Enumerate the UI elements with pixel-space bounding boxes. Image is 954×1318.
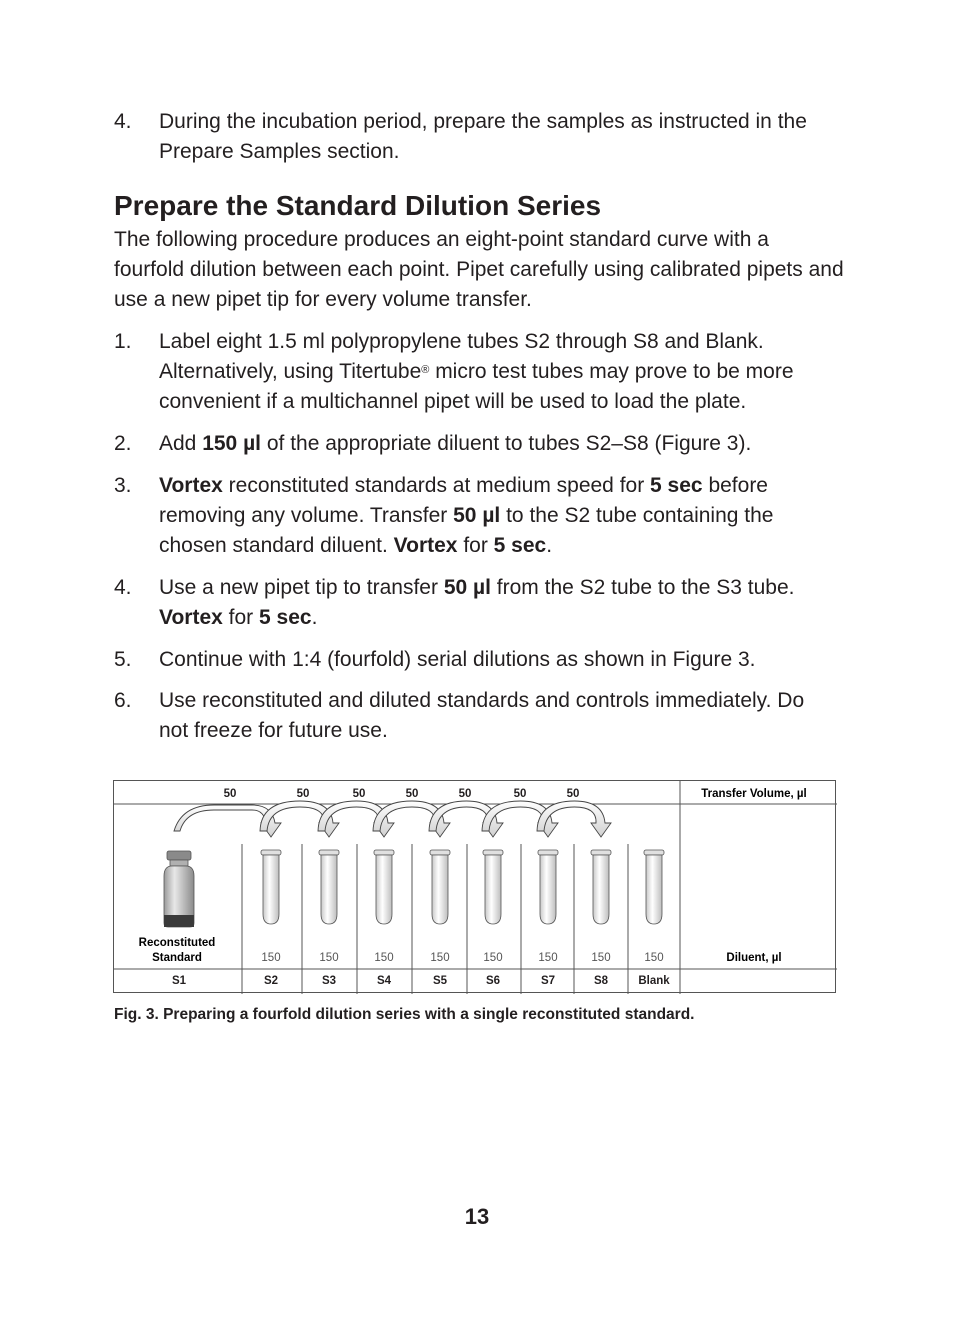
test-tube <box>644 850 664 924</box>
figure-caption: Fig. 3. Preparing a fourfold dilution series with a single reconstituted standard. <box>114 1006 695 1023</box>
step-number: 4. <box>114 110 132 133</box>
tube-name: S4 <box>376 975 392 987</box>
step-6 <box>114 686 839 746</box>
test-tube <box>430 850 450 924</box>
diluent-value: 150 <box>538 952 558 964</box>
step-number: 6. <box>114 689 132 712</box>
step-5 <box>114 645 839 675</box>
dilution-diagram <box>114 781 837 994</box>
step-number: 3. <box>114 474 132 497</box>
diluent-value: 150 <box>644 952 664 964</box>
transfer-volume-value: 50 <box>405 788 419 800</box>
step-number: 1. <box>114 330 132 353</box>
step-text: Continue with 1:4 (fourfold) serial dilutions as shown in Figure 3. <box>159 648 756 671</box>
test-tube <box>538 850 558 924</box>
vial-label-line2: Standard <box>152 952 202 964</box>
diluent-value: 150 <box>374 952 394 964</box>
diluent-value: 150 <box>319 952 339 964</box>
vial-label-line1: Reconstituted <box>138 937 216 949</box>
test-tube <box>591 850 611 924</box>
transfer-volume-value: 50 <box>296 788 310 800</box>
tube-name: S5 <box>432 975 448 987</box>
step-4 <box>114 573 839 633</box>
step-text: Label eight 1.5 ml polypropylene tubes S2 through S8 and Blank. Alternatively, using Titertube® micro test tubes may prove to be more convenient if a multichannel pipet will be used to load the plate. <box>159 330 794 413</box>
page-number: 13 <box>464 1204 490 1229</box>
registered-mark: ® <box>421 364 430 376</box>
transfer-volume-value: 50 <box>223 788 237 800</box>
step-2 <box>114 429 839 459</box>
step-text: Add 150 µl of the appropriate diluent to tubes S2–S8 (Figure 3). <box>159 432 752 455</box>
diluent-value: 150 <box>591 952 611 964</box>
tube-name: S2 <box>263 975 279 987</box>
test-tube <box>374 850 394 924</box>
transfer-volume-value: 50 <box>352 788 366 800</box>
tube-name: S1 <box>171 975 187 987</box>
dilution-figure <box>113 780 836 993</box>
diluent-label: Diluent, µl <box>726 952 782 964</box>
transfer-volume-value: 50 <box>458 788 472 800</box>
test-tube <box>319 850 339 924</box>
test-tube <box>483 850 503 924</box>
step-3 <box>114 471 839 561</box>
section-title: Prepare the Standard Dilution Series <box>114 190 602 221</box>
tube-name: S6 <box>485 975 501 987</box>
step-number: 2. <box>114 432 132 455</box>
transfer-volume-value: 50 <box>513 788 527 800</box>
step-text: Use a new pipet tip to transfer 50 µl from the S2 tube to the S3 tube. Vortex for 5 sec. <box>159 576 795 629</box>
reconstituted-standard-vial <box>164 851 194 927</box>
step-number: 5. <box>114 648 132 671</box>
diluent-value: 150 <box>483 952 503 964</box>
intro-paragraph: The following procedure produces an eight-point standard curve with a fourfold dilution between each point. Pipet carefully using calibrated pipets and use a new pipet tip for every volume transfer. <box>114 228 844 311</box>
step-text: Use reconstituted and diluted standards and controls immediately. Do not freeze for future use. <box>159 689 805 742</box>
incubation-step <box>114 107 839 167</box>
diluent-value: 150 <box>430 952 450 964</box>
step-text: During the incubation period, prepare the samples as instructed in the Prepare Samples section. <box>159 110 807 163</box>
step-number: 4. <box>114 576 132 599</box>
diluent-value: 150 <box>261 952 281 964</box>
step-1 <box>114 327 839 417</box>
tube-name: S7 <box>540 975 556 987</box>
test-tube <box>261 850 281 924</box>
transfer-volume-label: Transfer Volume, µl <box>701 788 807 800</box>
transfer-volume-value: 50 <box>566 788 580 800</box>
tube-name: Blank <box>638 975 670 987</box>
tube-name: S3 <box>321 975 337 987</box>
step-text: Vortex reconstituted standards at medium speed for 5 sec before removing any volume. Transfer 50 µl to the S2 tube containing the chosen standard diluent. Vortex for 5 sec. <box>159 474 774 557</box>
tube-name: S8 <box>593 975 609 987</box>
